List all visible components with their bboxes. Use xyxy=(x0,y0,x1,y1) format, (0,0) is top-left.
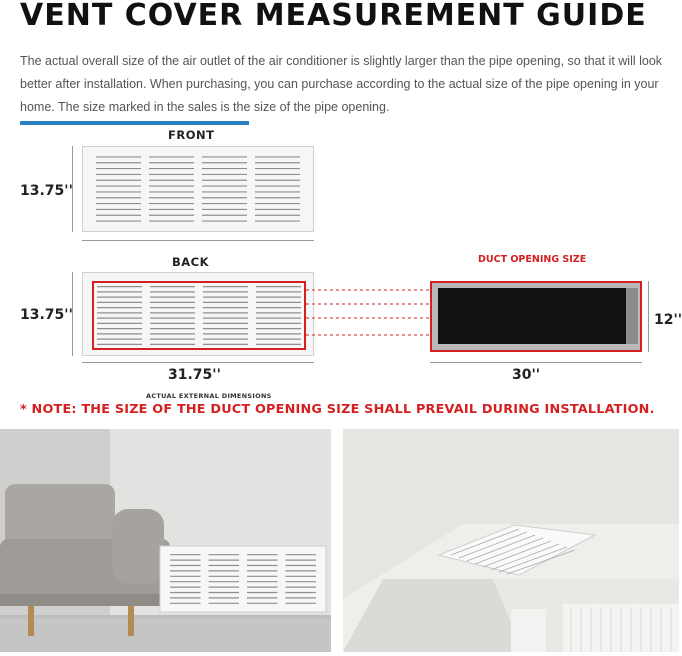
external-dimensions-caption: ACTUAL EXTERNAL DIMENSIONS xyxy=(146,392,272,400)
description-text: The actual overall size of the air outlet of the air conditioner is slightly larger than the pipe opening, so that it will look better after installation. When purchasing, you can purchase according to the actual size of the pipe opening in your home. The size marked in the sales is the size of the pipe opening. xyxy=(20,54,663,114)
connector-lines xyxy=(306,283,432,343)
front-vent-image xyxy=(82,146,314,232)
duct-height-dimension-line xyxy=(648,281,649,352)
duct-opening-image xyxy=(430,281,642,352)
back-height-label: 13.75'' xyxy=(20,307,73,323)
front-width-dimension-line xyxy=(82,240,314,241)
back-width-label: 31.75'' xyxy=(168,367,221,383)
ceiling-installation-photo xyxy=(343,429,679,652)
back-label: BACK xyxy=(172,255,210,269)
duct-width-dimension-line xyxy=(430,362,642,363)
duct-width-label: 30'' xyxy=(512,367,541,383)
duct-height-label: 12'' xyxy=(654,312,682,328)
installation-note: * NOTE: THE SIZE OF THE DUCT OPENING SIZE SHALL PREVAIL DURING INSTALLATION. xyxy=(20,402,655,417)
wall-installation-photo xyxy=(0,429,331,652)
front-height-label: 13.75'' xyxy=(20,183,73,199)
back-width-dimension-line xyxy=(82,362,314,363)
duct-opening-label: DUCT OPENING SIZE xyxy=(478,254,587,265)
accent-divider xyxy=(20,121,249,125)
page-title: VENT COVER MEASUREMENT GUIDE xyxy=(20,0,647,33)
back-vent-image xyxy=(82,272,314,356)
front-label: FRONT xyxy=(168,128,215,142)
